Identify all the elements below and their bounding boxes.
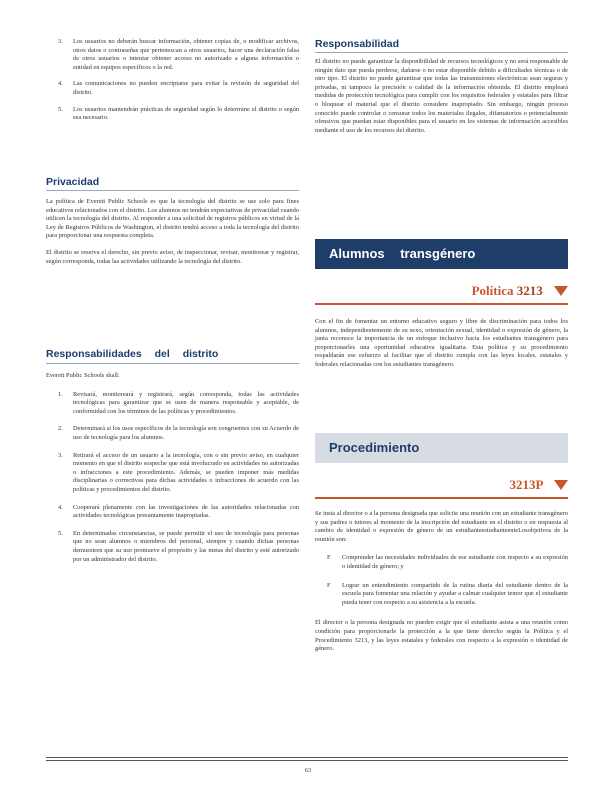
privacy-heading-rule	[46, 190, 299, 191]
procedure-number: 3213P	[509, 477, 543, 492]
policy-number-line	[315, 283, 568, 299]
list-number: 2.	[58, 425, 63, 433]
list-text: Los usuarios no deberán buscar información, obtener copias de, o modificar archivos, otros datos o contraseñas que pertenezcan a otros usuarios, hacer una declaración falsa de otros usuarios o intentar obtener acceso no autorizado a alguna información o entidad en equipos específicos o la red.	[73, 38, 299, 71]
transgender-banner: Alumnos transgénero	[315, 239, 568, 269]
list-item	[46, 391, 299, 417]
privacy-heading: Privacidad	[46, 176, 100, 188]
procedure-rule	[315, 497, 568, 499]
list-number: 1.	[58, 390, 63, 398]
page-number: 63	[304, 767, 312, 774]
policy-rule	[315, 303, 568, 305]
list-item	[46, 106, 299, 123]
list-number: 3.	[58, 38, 63, 45]
list-text: Los usuarios mantendrán prácticas de seguridad según lo determine el distrito o según sea necesario.	[73, 105, 299, 122]
list-text: Lograr un entendimiento compartido de la rutina diaria del estudiante dentro de la escuela para fomentar una relación y ayudar a calmar cualquier temor que el estudiante pueda tener con respecto a su asistencia a la escuela.	[342, 581, 568, 606]
list-bullet: F	[327, 581, 331, 589]
list-number: 5.	[58, 529, 63, 537]
list-text: Cooperará plenamente con las investigaciones de las autoridades relacionadas con actividades tecnológicas presuntamente inapropiadas.	[73, 503, 299, 520]
privacy-section	[46, 198, 299, 266]
list-text: Las comunicaciones no pueden encriptarse para evitar la revisión de seguridad del distrito.	[73, 80, 299, 96]
liability-paragraph: El distrito no puede garantizar la disponibilidad de recursos tecnológicos y no será responsable de ningún dato que pueda perderse, dañarse o no estar disponible debido a dificultades técnicas o de otro tipo. El distrito no puede garantizar que todas las transmisiones electrónicas sean seguras y privadas, ni tampoco la precisión o calidad de la información obtenida. El distrito empleará medidas de protección tecnológica para cumplir con los requisitos federales y estatales para filtrar o bloquear el material que el distrito considere inapropiado. Sin embargo, ningún proceso conocido puede controlar o censurar todos los materiales ilegales, difamatorios o potencialmente ofensivos que puedan estar disponibles para el usuario en los sistemas de información accesibles mediante el uso de los recursos del distrito.	[315, 58, 568, 134]
list-item	[315, 554, 568, 571]
list-item	[46, 80, 299, 97]
list-item	[46, 530, 299, 564]
caret-down-icon	[554, 286, 568, 296]
procedure-paragraph-2: El director o la persona designada no pueden exigir que el estudiante asista a una reunión como condición para proporcionarle la protección a la que tiene derecho según la Política y el Procedimiento 3213, y las leyes estatales y federales con respecto a la expresión o identidad de género.	[315, 619, 568, 653]
list-item	[46, 425, 299, 442]
footer-rule-bottom	[46, 760, 568, 761]
district-responsibilities-rule	[46, 363, 299, 364]
district-responsibilities-heading: Responsabilidades del distrito	[46, 348, 219, 360]
procedure-banner: Procedimiento	[315, 433, 568, 463]
privacy-paragraph-1: La política de Everett Public Schools es que la tecnología del distrito se use solo para fines educativos relacionados con el distrito. Los alumnos no tendrán expectativas de privacidad cuando utilicen la tecnología del distrito. Al responder a una solicitud de registros públicos en virtud de la Ley de Registros Públicos de Washington, el distrito tendrá acceso a toda la tecnología del distrito para proporcionar una respuesta completa.	[46, 198, 299, 240]
district-responsibilities-section	[46, 372, 299, 564]
list-item	[315, 582, 568, 608]
district-responsibilities-list	[46, 391, 299, 565]
privacy-paragraph-2: El distrito se reserva el derecho, sin previo aviso, de inspeccionar, revisar, monitorear y registrar, según corresponda, todas las actividades utilizando la tecnología del distrito.	[46, 248, 299, 265]
list-text: En determinadas circunstancias, se puede permitir el uso de tecnología para personas que no sean alumnos o miembros del personal, siempre y cuando dichas personas demuestren que su uso promueve el propósito y las metas del distrito y esté autorizado por un administrador del distrito.	[73, 529, 299, 563]
procedure-list	[315, 554, 568, 607]
security-list	[46, 38, 299, 123]
procedure-intro: Se insta al director o a la persona designada que solicite una reunión con un estudiante transgénero y sus padres o tutores al momento de la inscripción del estudiante en el distrito o en respuesta al cambio de identidad o expresión de género de un estudianteestudianteenteLosobjetivos de la reunión son:	[315, 510, 568, 543]
procedure-number-line	[315, 477, 568, 493]
liability-heading: Responsabilidad	[315, 38, 400, 50]
list-item	[46, 38, 299, 72]
liability-heading-rule	[315, 52, 568, 53]
list-text: Comprender las necesidades individuales de ese estudiante con respecto a su expresión o identidad de género; y	[342, 554, 568, 570]
procedure-section	[315, 510, 568, 654]
list-bullet: F	[327, 554, 331, 562]
caret-down-icon	[554, 480, 568, 490]
list-number: 4.	[58, 80, 63, 88]
list-number: 4.	[58, 503, 63, 511]
list-item	[46, 504, 299, 521]
liability-section	[315, 58, 568, 135]
list-text: Determinará si los usos específicos de la tecnología son congruentes con su Acuerdo de uso de tecnología para los alumnos.	[73, 425, 299, 441]
district-responsibilities-intro: Everett Public Schools shall:	[46, 372, 120, 379]
list-number: 3.	[58, 451, 63, 459]
policy-number: 3213	[516, 283, 543, 298]
list-number: 5.	[58, 105, 63, 113]
list-text: Retirará el acceso de un usuario a la tecnología, con o sin previo aviso, en cualquier momento en que el distrito sospeche que está involucrado en actividades no autorizadas o infracciones a este procedimiento. Además, se pueden imponer más medidas disciplinarias o correctivas para dichas actividades o infracciones de acuerdo con las políticas y procedimientos del distrito.	[73, 451, 299, 493]
list-item	[46, 452, 299, 495]
policy-label: Política	[471, 283, 514, 298]
list-text: Revisará, monitoreará y registrará, según corresponda, todas las actividades tecnológicas para garantizar que se usen de manera responsable y aceptable, de conformidad con los términos de las políticas y procedimientos.	[73, 390, 299, 415]
footer-rule-top	[46, 757, 568, 758]
policy-paragraph: Con el fin de fomentar un entorno educativo seguro y libre de discriminación para todos los alumnos, independientemente de su sexo, orientación sexual, identidad o expresión de género, la junta reconoce la importancia de un enfoque inclusivo hacia los estudiantes transgénero para proporcionarles una oportunidad educativa igualitaria. Esta política y su procedimiento respaldarán ese esfuerzo al facilitar que el distrito cumpla con las leyes locales, estatales y federales relacionadas con los estudiantes transgénero.	[315, 318, 568, 368]
policy-section	[315, 318, 568, 370]
